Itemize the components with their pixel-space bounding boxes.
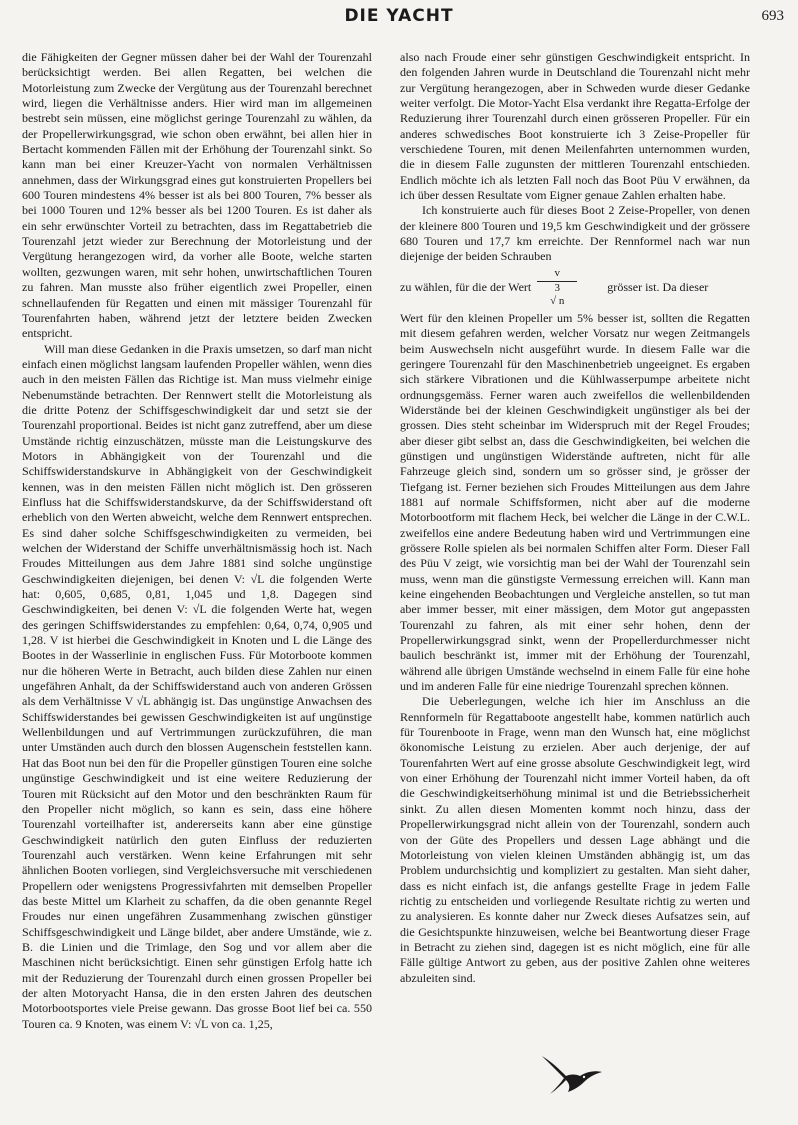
page-number: 693	[761, 8, 784, 24]
formula-lead-text: zu wählen, für die der Wert	[400, 280, 532, 295]
paragraph: Die Ueberlegungen, welche ich hier im Anschluss an die Rennformeln für Regattaboote angestellt habe, kommen natürlich auch für Tourenboote in Frage, wenn man den Wunsch hat, eine möglichst ökonomische Leistung zu erzielen. Aber auch derjenige, der auf Tourenfahrten Wert auf eine grosse absolute Geschwindigkeit legt, wird von einer Erhöhung der Tourenzahl nicht immer Vorteil haben, da oft die Geschwindigkeitserhöhung minimal ist und die Betriebssicherheit sinkt. Zu allen diesen Momenten kommt noch hinzu, dass der Propellerwirkungsgrad nicht allein von der Tourenzahl, sondern auch von der Güte des Propellers und dessen Lage abhängt und die Motorleistung von vielen kleinen Umständen abhängig ist, um das Problem undurchsichtig und kompliziert zu gestalten. Man sieht daher, dass es nicht einfach ist, die anfangs gestellte Frage in jedem Falle richtig zu entscheiden und vorliegende Resultate richtig zu werten und zu analysieren. Es konnte daher nur Zweck dieses Aufsatzes sein, auf die Gesichtspunkte hinzuweisen, welche bei Beantwortung dieser Frage in Betracht zu ziehen sind, dagegen ist es nicht möglich, eine für alle Fälle gültige Antwort zu geben, aus der positive Zahlen ohne weiteres abzuleiten sind.	[400, 694, 750, 985]
paragraph: also nach Froude einer sehr günstigen Geschwindigkeit entspricht. In den folgenden Jahren wurde in Deutschland die Tourenzahl nicht mehr zur Vergütung herangezogen, aber in Schweden wurde dieser Gedanke weiter verfolgt. Die Motor-Yacht Elsa verdankt ihre Regatta-Erfolge der Reduzierung ihrer Tourenzahl durch einen grösseren Propeller. Für ein anderes schwedisches Boot konstruierte ich 3 Zeise-Propeller für verschiedene Touren, mit denen Meilenfahrten unternommen wurden, die in diesem Falle zugunsten der mittleren Tourenzahl entschieden. Endlich möchte ich als letzten Fall noch das Boot Püu V erwähnen, da ich über dessen Resultate vom Eigner genaue Zahlen erhalten habe.	[400, 50, 750, 203]
journal-title: DIE YACHT	[344, 6, 454, 26]
swallow-icon	[540, 1052, 604, 1096]
paragraph: Wert für den kleinen Propeller um 5% besser ist, sollten die Regatten mit diesem gefahren werden, welcher Vorsatz nur wegen Zeitmangels beim Auswechseln nicht ausgeführt wurde. In diesem Falle war die geringere Tourenzahl für den Maschinenbetrieb ungeeignet. Es ergaben sich stärkere Vibrationen und die Kühlwasserpumpe arbeitete nicht ordnungsgemäss. Ferner waren auch zweifellos die wellenbildenden Widerstände bei der kleinen Geschwindigkeit ungünstiger als bei der grossen. Dies steht scheinbar im Widerspruch mit der Regel Froudes; aber dieser gibt selbst an, dass die Geschwindigkeiten, bei welchen die günstigen und ungünstigen Widerstände auftreten, nicht für alle Fahrzeuge gleich sind, sondern um so grösser sind, je grösser der Tiefgang ist. Ferner beziehen sich Froudes Mitteilungen aus dem Jahre 1881 auf normale Schiffsformen, nicht aber auf die moderne Motorbootform mit flachem Heck, bei welcher die Länge in der C.W.L. zweifellos eine andere Bedeutung haben wird und Vertrimmungen eine grössere Rolle spielen als bei normalen Schiffen alter Form. Dieser Fall des Püu V zeigt, wie vorsichtig man bei der Wahl der Tourenzahl sein muss, wenn man die günstigste Vermessung erreichen will. Kann man keine eingehenden Beobachtungen und Vergleiche anstellen, so tut man aber immer besser, mit einer mässigen, dem Motor gut angepassten Tourenzahl zu fahren, als mit einer sehr hohen, denn der Propellerwirkungsgrad sinkt, wenn der Propellerdurchmesser nicht baulich beschränkt ist, immer mit der Erhöhung der Tourenzahl, während alle übrigen Umstände wechselnd in einem Falle für eine hohe und im anderen Falle für eine niedrige Tourenzahl sprechen können.	[400, 310, 750, 694]
formula-numerator: v	[554, 267, 561, 280]
formula-line	[400, 265, 750, 311]
formula-fraction	[537, 267, 577, 308]
formula-root-index: 3	[537, 281, 577, 295]
paragraph: Ich konstruierte auch für dieses Boot 2 Zeise-Propeller, von denen der kleinere 800 Touren und 19,5 km Geschwindigkeit und der grössere 680 Touren und 17,7 km erreichte. Der Rennformel nach war nun diejenige der beiden Schrauben	[400, 203, 750, 264]
formula-tail-text: grösser ist. Da dieser	[607, 280, 709, 295]
paragraph: die Fähigkeiten der Gegner müssen daher bei der Wahl der Tourenzahl berücksichtigt werden. Bei allen Regatten, bei welchen die Motorleistung zum Zwecke der Vergütung aus der Tourenzahl berechnet wird, liegen die Verhältnisse anders. Hier wird man im allgemeinen bestrebt sein müssen, eine möglichst geringe Tourenzahl zu wählen, da der Propellerwirkungsgrad, wie schon oben erwähnt, bei allen hier in Bertacht kommenden Fällen mit der Erhöhung der Tourenzahl sinkt. So kann man bei einer Kreuzer-Yacht von normalen Verhältnissen annehmen, dass der Wirkungsgrad eines gut konstruierten Propellers bei 600 Touren mindestens 4% besser ist als bei 800 Touren, 7% besser als bei 1000 Touren und 12% besser als bei 1200 Touren. Es ist daher als ein sehr erwünschter Vorteil zu betrachten, dass im Regattabetrieb die Tourenzahl jetzt wieder zur Berechnung der Motorleistung und der Vergütung herangezogen wird, da vorher alle Boote, welche starten wollten, gezwungen waren, mit sehr hohen, unwirtschaftlichen Touren zu fahren. Man musste also früher eigentlich zwei Propeller, einen schnellaufenden für Regatten und einen mit mässiger Tourenzahl für Tourenfahrten haben, während jetzt der letztere beiden Zwecken entspricht.	[22, 50, 372, 341]
text-column-right	[400, 50, 750, 986]
formula-denominator: √ n	[550, 295, 565, 308]
text-column-left	[22, 50, 372, 1032]
page-header	[0, 4, 798, 30]
paragraph: Will man diese Gedanken in die Praxis umsetzen, so darf man nicht einfach einen möglichst langsam laufenden Propeller wählen, wenn dies auch in den meisten Fällen das Richtige ist. Man muss vielmehr einige Nebenumstände betrachten. Der Rennwert stellt die Motorleistung als die dritte Potenz der Schiffsgeschwindigkeit dar und setzt sie der Tourenzahl proportional. Beides ist nicht ganz zutreffend, aber um diese Umstände richtig einzuschätzen, müsste man die Leistungskurve des Motors in Abhängigkeit von der Tourenzahl und die Schiffswiderstandskurve in Abhängigkeit von der Geschwindigkeit kennen, was in den meisten Fällen nicht möglich ist. Den grösseren Einfluss hat die Schiffswiderstandskurve, da der Schiffswiderstand oft erheblich von den Werten abweicht, welche dem Rennwert entsprechen. Es sind daher solche Schiffsgeschwindigkeiten zu vermeiden, bei welchen der Widerstand der Schiffe unverhältnismässig hoch ist. Nach Froudes Mitteilungen aus dem Jahre 1881 sind solche ungünstige Geschwindigkeiten diejenigen, bei denen V: √L die folgenden Werte hat: 0,605, 0,685, 0,81, 1,045 und 1,8. Dagegen sind Geschwindigkeiten, bei denen V: √L die folgenden Werte hat, wegen des geringen Schiffswiderstandes zu empfehlen: 0,64, 0,74, 0,905 und 1,28. V ist hierbei die Geschwindigkeit in Knoten und L die Länge des Bootes in der Wasserlinie in englischen Fuss. Für Motorboote kommen nur die höheren Werte in Betracht, auch bilden diese Zahlen nur einen ungefähren Anhalt, da der Schiffswiderstand auch von anderen Grössen als dem Verhältnisse V √L abhängig ist. Das ungünstige Anwachsen des Schiffswiderstandes bei gewissen Geschwindigkeiten ist auf ungünstige Wellenbildungen und auf Vertrimmungen zurückzuführen, die man unter Umständen auch durch den blossen Augenschein feststellen kann. Hat das Boot nun bei den für die Propeller günstigen Touren eine solche ungünstige Geschwindigkeit und ist eine weitere Reduzierung der Touren mit Rücksicht auf den Motor und den beschränkten Raum für den Propeller nicht möglich, so kann es sein, dass eine höhere Tourenzahl vorteilhafter ist, andererseits kann aber eine günstige Geschwindigkeit natürlich den guten Einfluss der reduzierten Tourenzahl auch verstärken. Wenn keine Erfahrungen mit sehr ähnlichen Booten vorliegen, sind Vergleichsversuche mit verschiedenen Propellern oder wenigstens Progressivfahrten mit demselben Propeller das beste Mittel um Klarheit zu schaffen, da die oben genannte Regel Froudes nur einen ungefähren Zusammenhang zwischen günstiger Schiffsgeschwindigkeit und Länge bildet, aber andere Umstände, wie z. B. die Linien und die Trimlage, den Sog und vor allem aber die Maschinen nicht berücksichtigt. Einen sehr günstigen Erfolg hatte ich mit der Reduzierung der Tourenzahl durch einen grossen Propeller bei der alten Motoryacht Hansa, die in den ersten Jahren des deutschen Motorbootsportes viele Preise gewann. Das grosse Boot lief bei ca. 550 Touren ca. 9 Knoten, was einem V: √L von ca. 1,25,	[22, 341, 372, 1031]
